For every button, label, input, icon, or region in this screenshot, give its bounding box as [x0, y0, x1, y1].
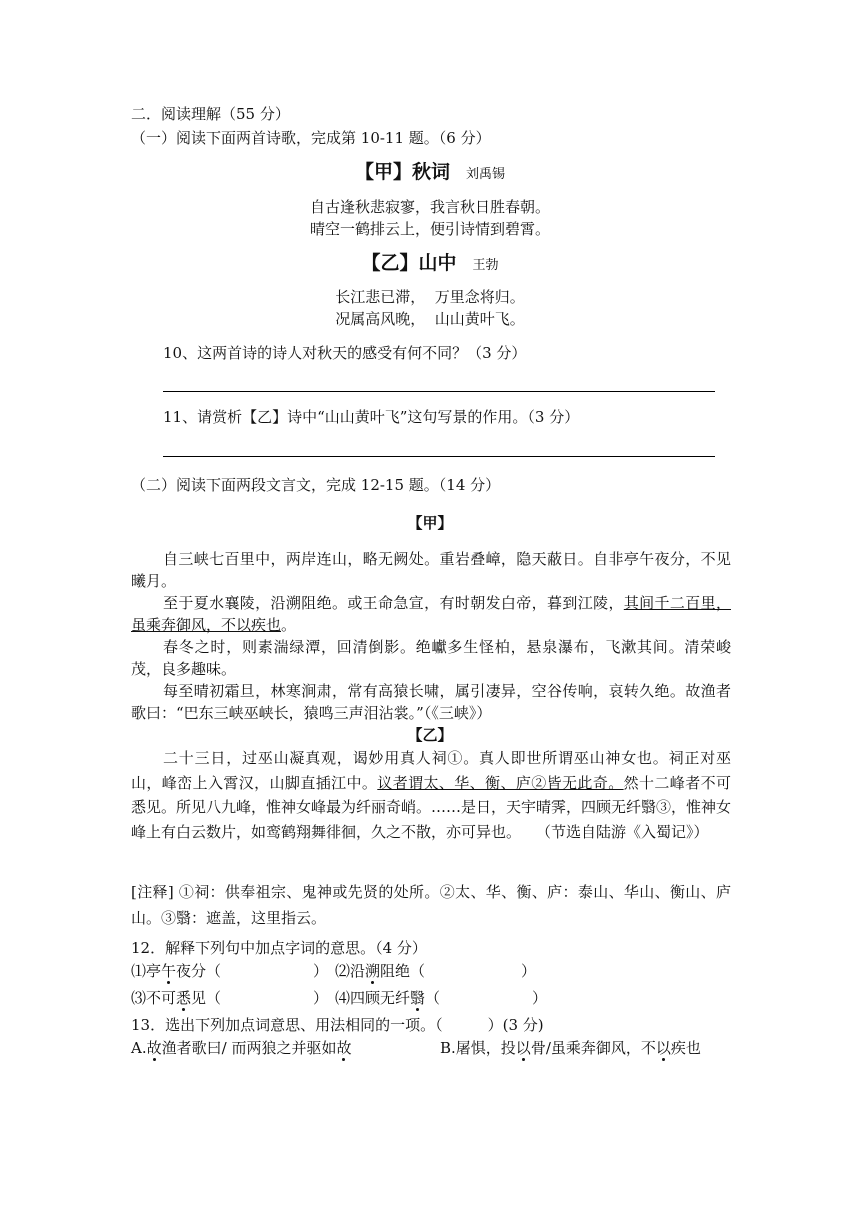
question-13: 13．选出下列加点词意思、用法相同的一项。（ ）(3 分) — [131, 1016, 544, 1034]
q12-item-4-num: ⑷ — [335, 989, 351, 1007]
q12-item-3-post: 见（ — [191, 989, 222, 1007]
poem-b-line-2: 况属高风晚， 山山黄叶飞。 — [335, 310, 525, 328]
section-heading: 二．阅读理解（55 分） — [131, 105, 290, 123]
q12-item-3-pre: 不可 — [146, 989, 177, 1007]
answer-line-11[interactable] — [163, 456, 715, 457]
q13-b-dot-char-2: 以 — [655, 1039, 671, 1057]
q12-item-2-dot-char: 溯 — [365, 962, 381, 980]
poem-b-title: 【乙】山中 — [361, 252, 457, 274]
q12-item-1-pre: 亭 — [146, 962, 162, 980]
q12-item-2-num: ⑵ — [335, 962, 351, 980]
q12-item-1-post: 夜分（ — [176, 962, 222, 980]
q12-item-4-pre: 四顾无纤 — [350, 989, 411, 1007]
question-10: 10、这两首诗的诗人对秋天的感受有何不同？（3 分） — [163, 344, 527, 362]
text-b-p1-underlined: 议者谓太、华、衡、庐②皆无此奇。 — [377, 773, 624, 792]
text-a-p2-underlined: 其间千二百里，虽乘奔御风，不以疾也 — [131, 594, 731, 634]
q13-b-end: 疾也 — [670, 1039, 701, 1057]
q13-b-middle: 骨/虽乘奔御风，不 — [530, 1039, 656, 1057]
poem-b-line-1: 长江悲已滞， 万里念将归。 — [335, 288, 525, 306]
q12-item-3-num: ⑶ — [131, 989, 147, 1007]
text-b-label: 【乙】 — [407, 726, 453, 744]
text-a-label: 【甲】 — [407, 514, 453, 532]
q12-item-3-close: ） — [313, 989, 329, 1007]
text-a-p2-end: 。 — [281, 616, 297, 634]
q12-item-3 — [131, 987, 221, 1009]
text-b-p1-end: 然十二峰者不可悉见。所见八九峰，惟神女峰最为纤丽奇峭。……是日，天宇晴霁，四顾无纤翳③，惟神女峰上有白云数片，如鸾鹤翔舞徘徊，久之不散，亦可异也。 （节选自陆游《入蜀记》） — [131, 773, 732, 841]
text-a-paragraph-1: 自三峡七百里中，两岸连山，略无阙处。重岩叠嶂，隐天蔽日。自非亭午夜分，不见曦月。 — [131, 550, 731, 590]
q12-item-3-dot-char: 悉 — [176, 989, 192, 1007]
q12-item-4-dot-char: 翳 — [410, 989, 426, 1007]
question-11: 11、请赏析【乙】诗中“山山黄叶飞”这句写景的作用。（3 分） — [163, 408, 580, 426]
q12-item-2 — [335, 960, 425, 982]
text-a-p2-start: 至于夏水襄陵，沿溯阻绝。或王命急宣，有时朝发白帝，暮到江陵， — [163, 594, 624, 612]
q13-b-prefix: B.屠惧，投 — [440, 1039, 516, 1057]
poem-a-author: 刘禹锡 — [466, 167, 506, 182]
q12-item-4-post: （ — [425, 989, 441, 1007]
poem-a-line-2: 晴空一鹤排云上，便引诗情到碧霄。 — [309, 220, 550, 238]
text-b-p1-start: 二十三日，过巫山凝真观，谒妙用真人祠①。真人即世所谓巫山神女也。祠正对巫山，峰峦上入霄汉，山脚直插江中。 — [131, 749, 731, 792]
q12-item-1-dot-char: 午 — [161, 962, 177, 980]
part1-intro: （一）阅读下面两首诗歌，完成第 10-11 题。（6 分） — [131, 129, 491, 147]
poem-b-title-row — [0, 249, 860, 280]
question-12: 12．解释下列句中加点字词的意思。（4 分） — [131, 939, 427, 957]
q13-a-prefix: A. — [131, 1039, 147, 1057]
q13-a-middle: 渔者歌曰/ 而两狼之并驱如 — [161, 1039, 337, 1057]
q12-item-1-num: ⑴ — [131, 962, 147, 980]
q13-option-b — [440, 1037, 701, 1059]
annotations: [注释] ①祠：供奉祖宗、鬼神或先贤的处所。②太、华、衡、庐：泰山、华山、衡山、庐山。③翳：遮盖，这里指云。 — [131, 883, 731, 927]
q12-item-4-close: ） — [532, 989, 548, 1007]
q12-item-2-post: 阻绝（ — [380, 962, 426, 980]
q12-item-1-close: ） — [313, 962, 329, 980]
q13-a-dot-char-1: 故 — [146, 1039, 162, 1057]
poem-a-title: 【甲】秋词 — [354, 161, 450, 183]
q12-item-4 — [335, 987, 440, 1009]
poem-b-author: 王勃 — [472, 258, 499, 273]
part2-intro: （二）阅读下面两段文言文，完成 12-15 题。（14 分） — [131, 476, 501, 494]
poem-a-line-1: 自古逢秋悲寂寥，我言秋日胜春朝。 — [309, 198, 550, 216]
text-a-paragraph-2 — [131, 592, 731, 636]
answer-line-10[interactable] — [163, 391, 715, 392]
q13-option-a — [131, 1037, 351, 1059]
poem-a-title-row — [0, 158, 860, 189]
text-b-paragraph-1 — [131, 746, 731, 844]
text-a-paragraph-4: 每至晴初霜旦，林寒涧肃，常有高猿长啸，属引凄异，空谷传响，哀转久绝。故渔者歌曰：“巴东三峡巫峡长，猿鸣三声泪沾裳。”（《三峡》） — [131, 682, 731, 722]
text-a-paragraph-3: 春冬之时，则素湍绿潭，回清倒影。绝巘多生怪柏，悬泉瀑布，飞漱其间。清荣峻茂，良多趣味。 — [131, 638, 731, 678]
q13-a-dot-char-2: 故 — [336, 1039, 352, 1057]
q12-item-2-close: ） — [521, 962, 537, 980]
q13-b-dot-char-1: 以 — [515, 1039, 531, 1057]
q12-item-1 — [131, 960, 221, 982]
q12-item-2-pre: 沿 — [350, 962, 366, 980]
